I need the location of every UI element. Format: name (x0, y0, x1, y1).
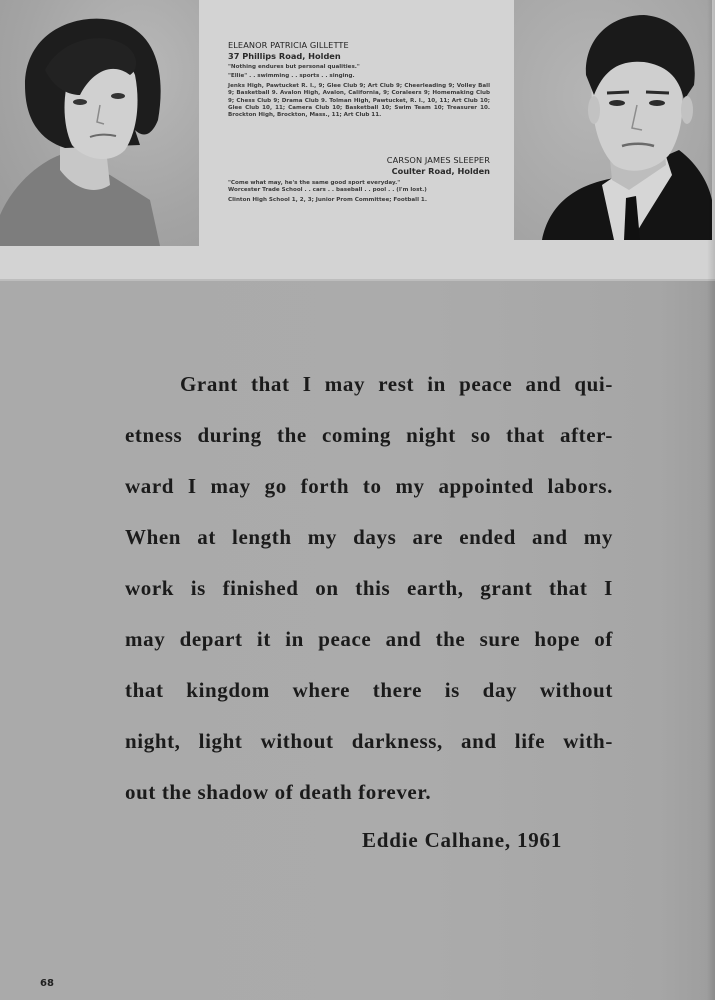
prayer-word: may (324, 372, 366, 396)
prayer-line (125, 722, 613, 773)
prayer-word: my (395, 474, 425, 498)
student-quote: "Come what may, he's the same good sport everyday." (228, 180, 401, 186)
prayer-word: of (594, 627, 613, 651)
prayer-word: When (125, 525, 182, 549)
prayer-word: forth (300, 474, 350, 498)
prayer-line (125, 569, 613, 620)
prayer-word: peace (459, 372, 513, 396)
memorial-prayer (125, 365, 613, 824)
prayer-word: etness (125, 423, 183, 447)
prayer-line-text (125, 518, 613, 569)
prayer-word: the (277, 423, 307, 447)
prayer-word: the (435, 627, 466, 651)
prayer-attribution: Eddie Calhane, 1961 (362, 828, 563, 852)
student-interests: Worcester Trade School . . cars . . baseball . . pool . . (I'm lost.) (228, 187, 427, 194)
prayer-word: in (427, 372, 446, 396)
prayer-word: sure (479, 627, 521, 651)
prayer-word: peace (318, 627, 372, 651)
prayer-word: in (285, 627, 304, 651)
prayer-line (125, 773, 613, 824)
prayer-word: after- (559, 423, 613, 447)
prayer-word: at (197, 525, 216, 549)
prayer-word: I (604, 576, 613, 600)
prayer-word: night (406, 423, 456, 447)
student-address: 37 Phillips Road, Holden (228, 51, 341, 61)
prayer-word: is (444, 678, 460, 702)
prayer-word: my (583, 525, 613, 549)
student-bio-sleeper (228, 155, 490, 204)
prayer-word: that (251, 372, 290, 396)
prayer-line-text (125, 671, 613, 722)
prayer-word: labors. (547, 474, 613, 498)
prayer-word: length (232, 525, 292, 549)
prayer-word: may (125, 627, 166, 651)
student-bio-gillette (228, 40, 490, 120)
prayer-word: light (198, 729, 243, 753)
prayer-line (125, 365, 613, 416)
prayer-word: so (471, 423, 491, 447)
prayer-word: depart (179, 627, 243, 651)
prayer-word: night, (125, 729, 181, 753)
page-number: 68 (40, 978, 54, 989)
student-name: CARSON JAMES SLEEPER (386, 155, 490, 165)
prayer-line (125, 467, 613, 518)
prayer-line-text (180, 365, 613, 416)
prayer-word: and (461, 729, 497, 753)
prayer-word: appointed (438, 474, 534, 498)
prayer-word: kingdom (186, 678, 270, 702)
student-name: ELEANOR PATRICIA GILLETTE (228, 40, 349, 50)
prayer-word: I (187, 474, 197, 498)
prayer-word: qui- (574, 372, 613, 396)
prayer-word: during (197, 423, 262, 447)
prayer-line-text (125, 416, 613, 467)
student-activities: Jenks High, Pawtucket R. I., 9; Glee Club 9; Art Club 9; Cheerleading 9; Volley Ball 9; Basketball 9. Avalon High, Avalon, California, 9; Coraleers 9; Homemaking Club 9; Chess Club 9; Drama Club 9. Tolman High, Pawtucket, R. I., 10, 11; Art Club 10; Glee Club 10, 11; Camera Club 10; Basketball 10; Swim Team 10; Treasurer 10. Brockton High, Brockton, Mass., 11; Art Club 11. (228, 82, 490, 119)
prayer-word: is (190, 576, 206, 600)
prayer-word: finished (222, 576, 299, 600)
prayer-word: earth, (406, 576, 464, 600)
prayer-word: and (525, 372, 562, 396)
student-quote: "Nothing endures but personal qualities." (228, 64, 360, 70)
student-interests: "Ellie" . . swimming . . sports . . singing. (228, 73, 355, 80)
student-activities: Clinton High School 1, 2, 3; Junior Prom Committee; Football 1. (228, 196, 427, 203)
student-address: Coulter Road, Holden (391, 166, 490, 176)
prayer-word: on (315, 576, 339, 600)
prayer-word: where (292, 678, 351, 702)
prayer-word: coming (322, 423, 391, 447)
prayer-word: and (385, 627, 422, 651)
prayer-word: grant (480, 576, 533, 600)
prayer-word: hope (534, 627, 580, 651)
prayer-line-text: out the shadow of death forever. (125, 780, 432, 804)
prayer-word: day (482, 678, 518, 702)
prayer-word: work (125, 576, 175, 600)
prayer-word: that (506, 423, 545, 447)
prayer-word: this (355, 576, 391, 600)
prayer-word: may (210, 474, 251, 498)
student-portrait-photo-left (0, 0, 199, 246)
prayer-line (125, 416, 613, 467)
prayer-word: ward (125, 474, 175, 498)
prayer-word: that (125, 678, 164, 702)
prayer-word: to (362, 474, 382, 498)
prayer-line-text (125, 569, 613, 620)
prayer-word: go (264, 474, 287, 498)
prayer-word: days (353, 525, 397, 549)
prayer-word: my (307, 525, 337, 549)
prayer-word: and (532, 525, 568, 549)
prayer-word: that (548, 576, 588, 600)
prayer-line (125, 518, 613, 569)
prayer-word: there (372, 678, 423, 702)
prayer-word: rest (378, 372, 415, 396)
prayer-line-text (125, 467, 613, 518)
prayer-word: it (256, 627, 271, 651)
prayer-word: life (514, 729, 546, 753)
prayer-line-text (125, 722, 613, 773)
prayer-line (125, 671, 613, 722)
student-portrait-photo-right (514, 0, 712, 240)
prayer-word: Grant (180, 372, 238, 396)
prayer-word: darkness, (351, 729, 443, 753)
prayer-word: without (260, 729, 334, 753)
page-gutter-shadow (707, 0, 715, 1000)
prayer-word: with- (563, 729, 613, 753)
prayer-line (125, 620, 613, 671)
prayer-word: I (302, 372, 312, 396)
prayer-word: without (539, 678, 613, 702)
prayer-word: are (412, 525, 444, 549)
prayer-word: ended (459, 525, 516, 549)
prayer-line-text (125, 620, 613, 671)
